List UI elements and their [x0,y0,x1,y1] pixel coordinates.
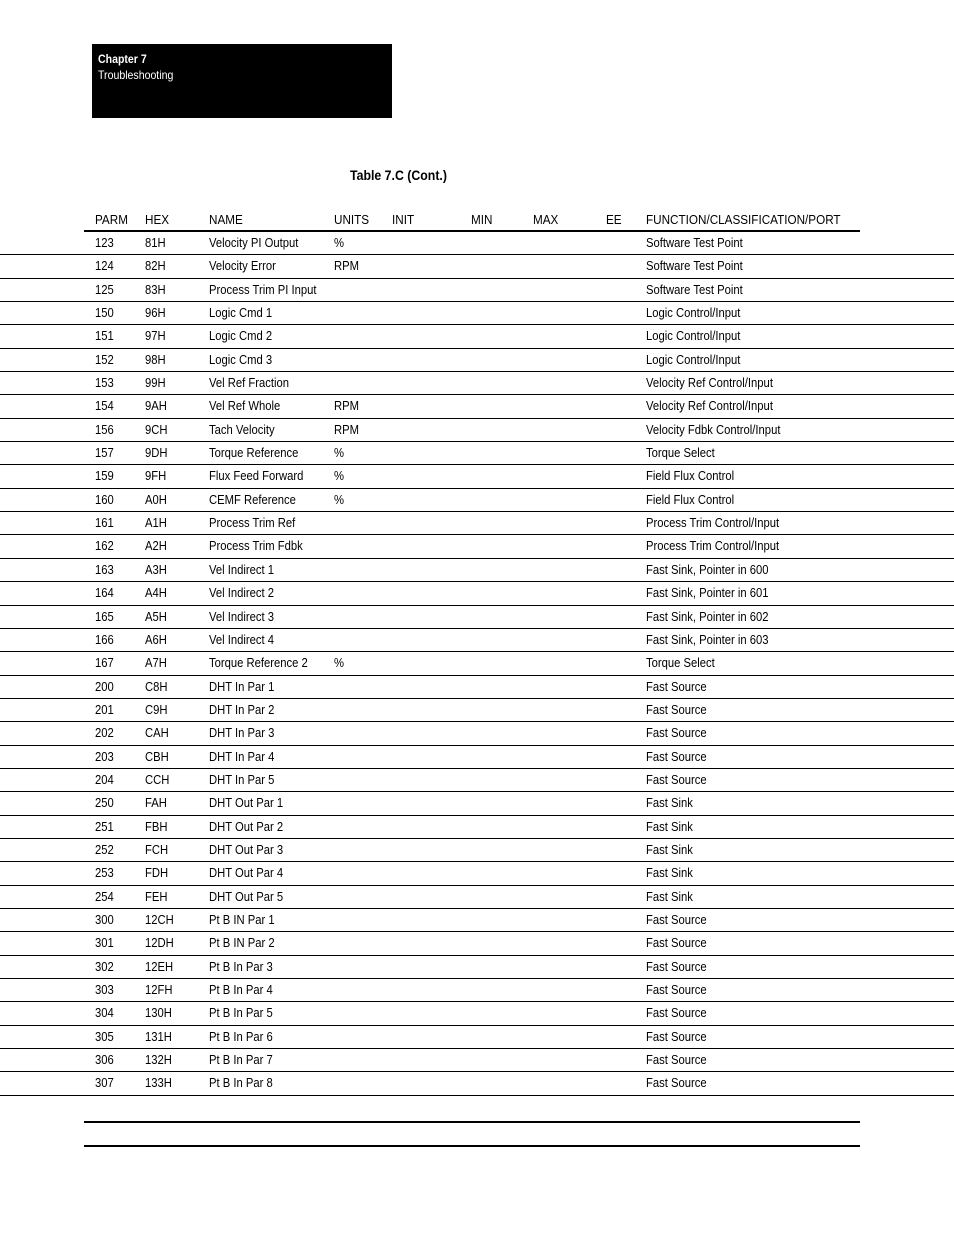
header-units: UNITS [334,212,370,227]
cell-function: Fast Source [646,1029,707,1044]
cell-function: Torque Select [646,656,715,671]
table-row [0,746,954,769]
cell-units: RPM [334,399,360,414]
cell-function: Fast Sink [646,889,693,904]
header-init: INIT [392,212,415,227]
cell-function: Fast Sink, Pointer in 601 [646,586,769,601]
cell-parm: 306 [95,1053,114,1068]
table-row [0,255,954,278]
chapter-header [92,44,392,118]
header-hex: HEX [145,212,170,227]
table-row [0,1002,954,1025]
cell-function: Fast Source [646,1076,707,1091]
cell-function: Field Flux Control [646,469,735,484]
cell-function: Fast Source [646,912,707,927]
cell-function: Velocity Ref Control/Input [646,376,773,391]
cell-parm: 163 [95,562,114,577]
cell-units: % [334,492,345,507]
cell-parm: 304 [95,1006,114,1021]
table-row [0,909,954,932]
table-row [0,325,954,348]
cell-function: Fast Source [646,983,707,997]
cell-units: % [334,236,345,250]
header-min: MIN [471,212,493,227]
cell-function: Fast Sink, Pointer in 602 [646,609,769,624]
cell-function: Fast Source [646,1006,707,1021]
cell-parm: 301 [95,936,114,951]
cell-name: Flux Feed Forward [209,469,304,484]
cell-name: Torque Reference 2 [209,656,308,671]
cell-name: DHT In Par 4 [209,749,275,764]
cell-hex: C9H [145,702,168,717]
footer-rule [84,1121,860,1123]
cell-function: Fast Source [646,679,707,694]
table-row [0,465,954,488]
cell-parm: 151 [95,329,114,344]
cell-parm: 303 [95,983,114,997]
cell-parm: 150 [95,306,114,321]
cell-name: Pt B IN Par 2 [209,936,275,951]
table-row [0,232,954,255]
cell-name: Vel Indirect 4 [209,632,275,647]
cell-name: DHT Out Par 1 [209,796,284,811]
cell-hex: 133H [145,1076,172,1091]
cell-parm: 125 [95,282,114,297]
table-row [0,1026,954,1049]
cell-name: DHT In Par 3 [209,726,275,741]
cell-function: Process Trim Control/Input [646,539,780,554]
table-body [0,232,954,1096]
cell-hex: FEH [145,889,168,904]
cell-function: Fast Sink [646,796,693,811]
cell-hex: A7H [145,656,167,671]
cell-parm: 250 [95,796,114,811]
table-title: Table 7.C (Cont.) [350,167,447,183]
cell-units: % [334,469,345,484]
cell-function: Fast Sink [646,819,693,834]
table-row [0,302,954,325]
cell-function: Velocity Ref Control/Input [646,399,773,414]
cell-function: Software Test Point [646,236,743,250]
cell-name: Velocity PI Output [209,236,299,250]
table-row [0,629,954,652]
cell-name: DHT Out Par 3 [209,842,284,857]
table-row [0,886,954,909]
table-row [0,279,954,302]
table-row [0,349,954,372]
cell-hex: 130H [145,1006,172,1021]
cell-hex: 81H [145,236,166,250]
table-row [0,956,954,979]
cell-function: Fast Source [646,959,707,974]
header-max: MAX [533,212,559,227]
cell-parm: 152 [95,352,114,367]
cell-name: Logic Cmd 3 [209,352,273,367]
footer-rule [84,1145,860,1147]
cell-name: Pt B In Par 4 [209,983,273,997]
cell-parm: 204 [95,772,114,787]
cell-hex: A0H [145,492,167,507]
cell-hex: 12DH [145,936,174,951]
cell-hex: FDH [145,866,169,881]
cell-name: DHT In Par 2 [209,702,275,717]
table-row [0,1072,954,1095]
table-row [0,582,954,605]
table-row [0,395,954,418]
cell-parm: 165 [95,609,114,624]
table-row [0,769,954,792]
cell-hex: FCH [145,842,169,857]
cell-name: Vel Ref Whole [209,399,281,414]
cell-parm: 153 [95,376,114,391]
cell-name: Pt B In Par 8 [209,1076,273,1091]
cell-hex: A4H [145,586,167,601]
cell-hex: A2H [145,539,167,554]
cell-function: Fast Source [646,702,707,717]
cell-hex: 99H [145,376,166,391]
table-row [0,1049,954,1072]
table-row [0,442,954,465]
cell-function: Fast Sink [646,842,693,857]
cell-name: Logic Cmd 1 [209,306,273,321]
cell-hex: 9AH [145,399,167,414]
table-row [0,372,954,395]
cell-parm: 254 [95,889,114,904]
cell-hex: 9DH [145,446,168,461]
cell-parm: 156 [95,422,114,437]
cell-parm: 252 [95,842,114,857]
cell-name: DHT In Par 5 [209,772,275,787]
cell-function: Fast Source [646,772,707,787]
cell-parm: 160 [95,492,114,507]
cell-hex: 83H [145,282,166,297]
cell-function: Fast Source [646,726,707,741]
table-row [0,676,954,699]
cell-hex: C8H [145,679,168,694]
cell-name: Pt B In Par 6 [209,1029,273,1044]
cell-units: % [334,656,345,671]
cell-name: Process Trim PI Input [209,282,317,297]
table-row [0,839,954,862]
table-row [0,535,954,558]
cell-parm: 164 [95,586,114,601]
table-row [0,816,954,839]
table-row [0,862,954,885]
table-row [0,792,954,815]
cell-hex: 131H [145,1029,172,1044]
cell-function: Fast Sink [646,866,693,881]
header-parm: PARM [95,212,128,227]
cell-name: Velocity Error [209,259,276,274]
cell-parm: 305 [95,1029,114,1044]
table-row [0,559,954,582]
table-row [0,419,954,442]
cell-hex: A5H [145,609,167,624]
cell-hex: CBH [145,749,169,764]
cell-hex: 12EH [145,959,174,974]
cell-parm: 162 [95,539,114,554]
cell-function: Fast Source [646,936,707,951]
cell-function: Software Test Point [646,259,743,274]
cell-name: CEMF Reference [209,492,296,507]
cell-parm: 159 [95,469,114,484]
cell-name: Torque Reference [209,446,299,461]
cell-hex: 98H [145,352,166,367]
cell-name: Logic Cmd 2 [209,329,273,344]
cell-function: Field Flux Control [646,492,735,507]
cell-name: DHT Out Par 2 [209,819,284,834]
cell-hex: 96H [145,306,166,321]
cell-hex: CAH [145,726,169,741]
cell-parm: 157 [95,446,114,461]
cell-units: % [334,446,345,461]
cell-function: Fast Sink, Pointer in 600 [646,562,769,577]
cell-parm: 202 [95,726,114,741]
cell-function: Fast Source [646,749,707,764]
cell-name: Pt B In Par 3 [209,959,273,974]
header-ee: EE [606,212,622,227]
cell-hex: 132H [145,1053,172,1068]
cell-function: Software Test Point [646,282,743,297]
cell-hex: A6H [145,632,167,647]
cell-hex: FAH [145,796,167,811]
cell-parm: 124 [95,259,114,274]
chapter-subtitle: Troubleshooting [98,68,174,82]
table-row [0,699,954,722]
cell-parm: 161 [95,516,114,531]
cell-name: DHT Out Par 4 [209,866,284,881]
cell-name: Vel Indirect 3 [209,609,275,624]
table-row [0,489,954,512]
cell-hex: 9CH [145,422,168,437]
cell-name: Process Trim Fdbk [209,539,303,554]
cell-function: Fast Sink, Pointer in 603 [646,632,769,647]
cell-function: Logic Control/Input [646,352,741,367]
cell-parm: 167 [95,656,114,671]
cell-name: Process Trim Ref [209,516,296,531]
cell-parm: 154 [95,399,114,414]
header-name: NAME [209,212,243,227]
cell-name: Vel Indirect 2 [209,586,275,601]
cell-parm: 300 [95,912,114,927]
cell-hex: 82H [145,259,166,274]
cell-function: Logic Control/Input [646,306,741,321]
cell-parm: 200 [95,679,114,694]
cell-hex: 97H [145,329,166,344]
cell-function: Logic Control/Input [646,329,741,344]
cell-name: Pt B In Par 7 [209,1053,273,1068]
cell-parm: 201 [95,702,114,717]
cell-parm: 253 [95,866,114,881]
cell-parm: 251 [95,819,114,834]
cell-hex: CCH [145,772,170,787]
cell-name: Tach Velocity [209,422,275,437]
header-function: FUNCTION/CLASSIFICATION/PORT [646,212,841,227]
cell-hex: 12CH [145,912,174,927]
cell-hex: A3H [145,562,167,577]
cell-parm: 166 [95,632,114,647]
cell-hex: 9FH [145,469,167,484]
table-row [0,979,954,1002]
cell-name: Pt B In Par 5 [209,1006,273,1021]
table-row [0,932,954,955]
cell-hex: FBH [145,819,168,834]
cell-units: RPM [334,422,360,437]
cell-name: DHT Out Par 5 [209,889,284,904]
cell-hex: A1H [145,516,167,531]
table-row [0,722,954,745]
cell-function: Torque Select [646,446,715,461]
table-row [0,512,954,535]
table-row [0,606,954,629]
cell-name: Pt B IN Par 1 [209,912,275,927]
cell-name: Vel Indirect 1 [209,562,275,577]
cell-parm: 203 [95,749,114,764]
cell-parm: 302 [95,959,114,974]
cell-name: DHT In Par 1 [209,679,275,694]
cell-units: RPM [334,259,360,274]
cell-function: Velocity Fdbk Control/Input [646,422,781,437]
cell-function: Process Trim Control/Input [646,516,780,531]
cell-name: Vel Ref Fraction [209,376,290,391]
cell-parm: 307 [95,1076,114,1091]
cell-function: Fast Source [646,1053,707,1068]
chapter-title: Chapter 7 [98,52,147,66]
cell-hex: 12FH [145,983,173,997]
table-row [0,652,954,675]
table-header [0,210,954,230]
cell-parm: 123 [95,236,114,250]
